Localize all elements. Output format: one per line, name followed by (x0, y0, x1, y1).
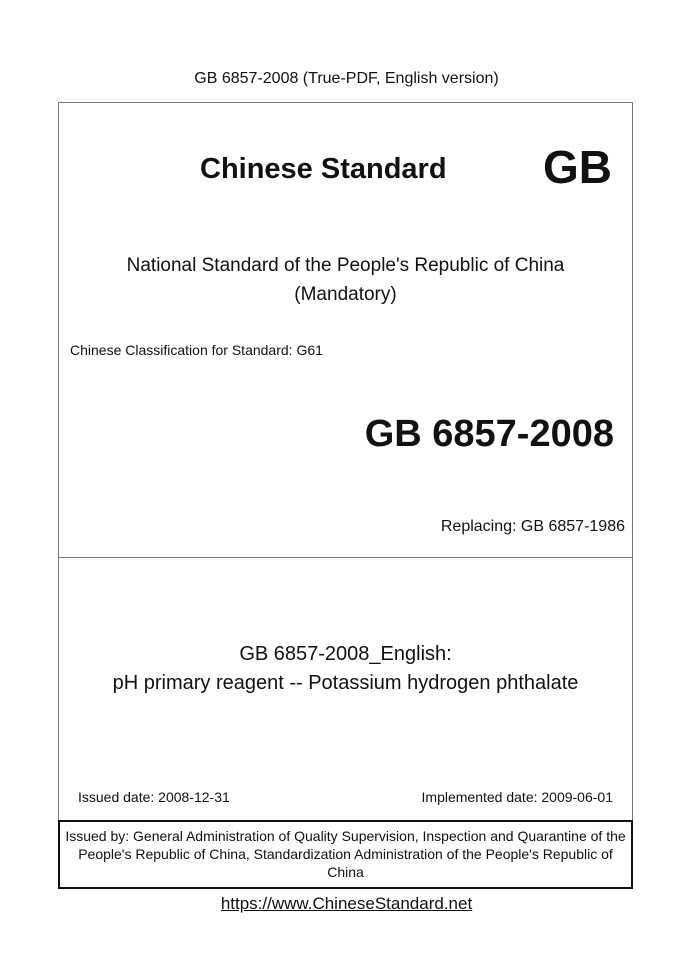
english-title-line-2: pH primary reagent -- Potassium hydrogen phthalate (112, 672, 579, 694)
national-line-1: National Standard of the People's Republic of China (126, 255, 565, 276)
english-title (58, 640, 633, 698)
issuer-text: Issued by: General Administration of Quality Supervision, Inspection and Quarantine of the People's Republic of China, Standardization Administration of the People's Republic of China (65, 828, 626, 880)
gb-mark: GB (543, 141, 612, 193)
document-header: GB 6857-2008 (True-PDF, English version) (194, 70, 499, 87)
classification-label: Chinese Classification for Standard: G61 (70, 342, 323, 358)
implemented-date: Implemented date: 2009-06-01 (421, 789, 613, 805)
website-link[interactable]: https://www.ChineseStandard.net (220, 894, 473, 913)
cover-heading: Chinese Standard (200, 153, 447, 185)
issued-date: Issued date: 2008-12-31 (78, 789, 230, 805)
replacing-label: Replacing: GB 6857-1986 (440, 518, 625, 535)
national-standard-label (58, 251, 633, 309)
national-line-2: (Mandatory) (294, 284, 397, 305)
standard-number: GB 6857-2008 (364, 413, 614, 455)
english-title-line-1: GB 6857-2008_English: (239, 643, 452, 665)
